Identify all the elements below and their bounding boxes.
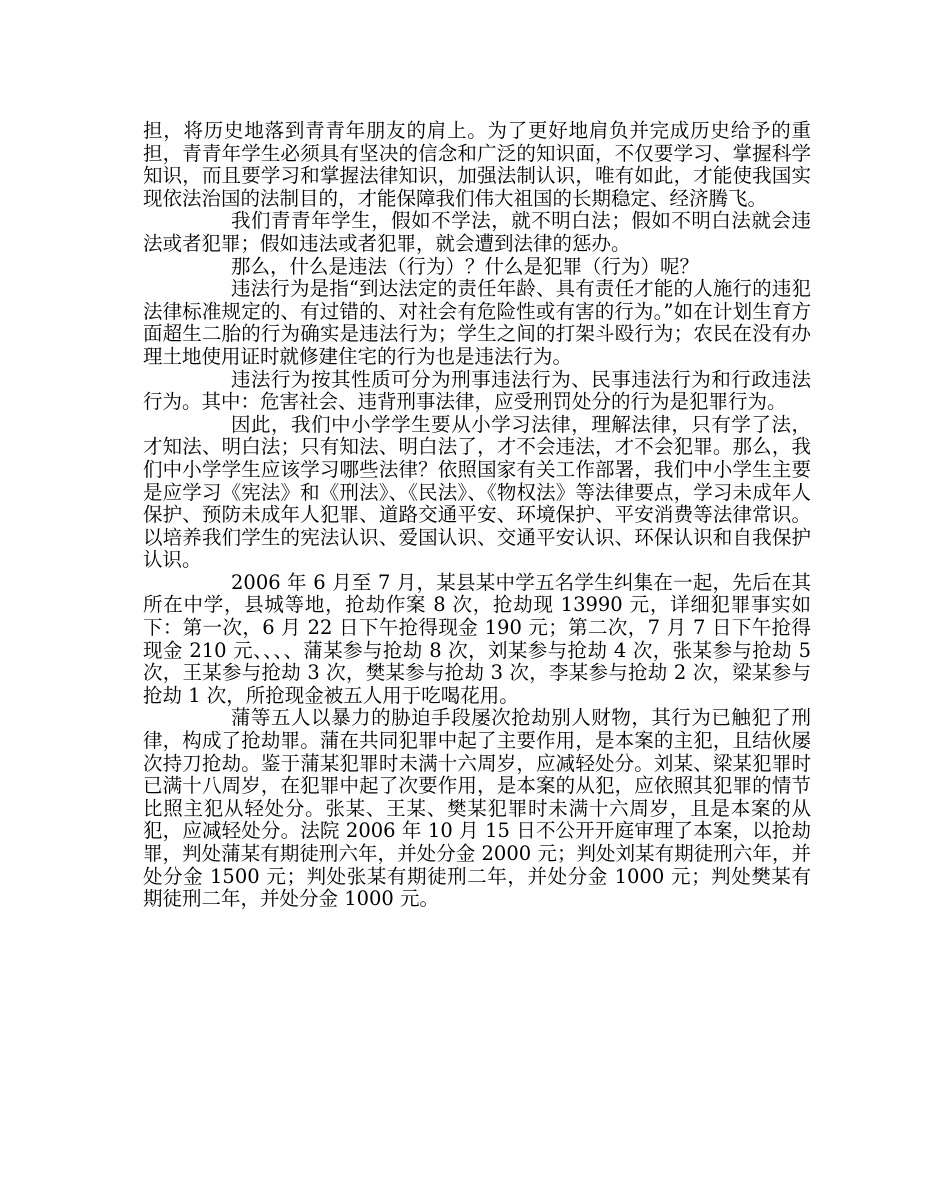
paragraph-4: 违法行为是指“到达法定的责任年龄、具有责任才能的人施行的违犯法律标准规定的、有过错的、对社会有危险性或有害的行为。”如在计划生育方面超生二胎的行为确实是违法行为；学生之间的打架斗殴行为；农民在没有办理土地使用证时就修建住宅的行为也是违法行为。 xyxy=(143,277,811,368)
paragraph-5: 违法行为按其性质可分为刑事违法行为、民事违法行为和行政违法行为。其中：危害社会、违背刑事法律，应受刑罚处分的行为是犯罪行为。 xyxy=(143,367,811,414)
paragraph-6: 因此，我们中小学学生要从小学习法律，理解法律，只有学了法，才知法、明白法；只有知法、明白法了，才不会违法，才不会犯罪。那么，我们中小学学生应该学习哪些法律？依照国家有关工作部署，我们中小学生主要是应学习《宪法》和《刑法》、《民法》、《物权法》等法律要点，学习未成年人保护、预防未成年人犯罪、道路交通平安、环境保护、平安消费等法律常识。以培养我们学生的宪法认识、爱国认识、交通平安认识、环保认识和自我保护认识。 xyxy=(143,412,811,572)
paragraph-7: 2006 年 6 月至 7 月，某县某中学五名学生纠集在一起，先后在其所在中学，县城等地，抢劫作案 8 次，抢劫现 13990 元，详细犯罪事实如下：第一次，6 月 22 日下午抢得现金 190 元；第二次，7 月 7 日下午抢得现金 210 元、、、、蒲某参与抢劫 8 次，刘某参与抢劫 4 次，张某参与抢劫 5 次，王某参与抢劫 3 次，樊某参与抢劫 3 次，李某参与抢劫 2 次，梁某参与抢劫 1 次，所抢现金被五人用于吃喝花用。 xyxy=(143,570,811,707)
paragraph-2: 我们青青年学生，假如不学法，就不明白法；假如不明白法就会违法或者犯罪；假如违法或者犯罪，就会遭到法律的惩办。 xyxy=(143,209,811,255)
document-body xyxy=(143,120,811,911)
paragraph-1: 担，将历史地落到青青年朋友的肩上。为了更好地肩负并完成历史给予的重担，青青年学生必须具有坚决的信念和广泛的知识面，不仅要学习、掌握科学知识，而且要学习和掌握法律知识，加强法制认识，唯有如此，才能使我国实现依法治国的法制目的，才能保障我们伟大祖国的长期稳定、经济腾飞。 xyxy=(143,119,811,210)
paragraph-3: 那么，什么是违法（行为）？什么是犯罪（行为）呢？ xyxy=(231,254,700,278)
paragraph-8: 蒲等五人以暴力的胁迫手段屡次抢劫别人财物，其行为已触犯了刑律，构成了抢劫罪。蒲在共同犯罪中起了主要作用，是本案的主犯，且结伙屡次持刀抢劫。鉴于蒲某犯罪时未满十六周岁，应减轻处分。刘某、梁某犯罪时已满十八周岁，在犯罪中起了次要作用，是本案的从犯，应依照其犯罪的情节比照主犯从轻处分。张某、王某、樊某犯罪时未满十六周岁，且是本案的从犯，应减轻处分。法院 2006 年 10 月 15 日不公开开庭审理了本案，以抢劫罪，判处蒲某有期徒刑六年，并处分金 2000 元；判处刘某有期徒刑六年，并处分金 1500 元；判处张某有期徒刑二年，并处分金 1000 元；判处樊某有期徒刑二年，并处分金 1000 元。 xyxy=(143,706,811,911)
